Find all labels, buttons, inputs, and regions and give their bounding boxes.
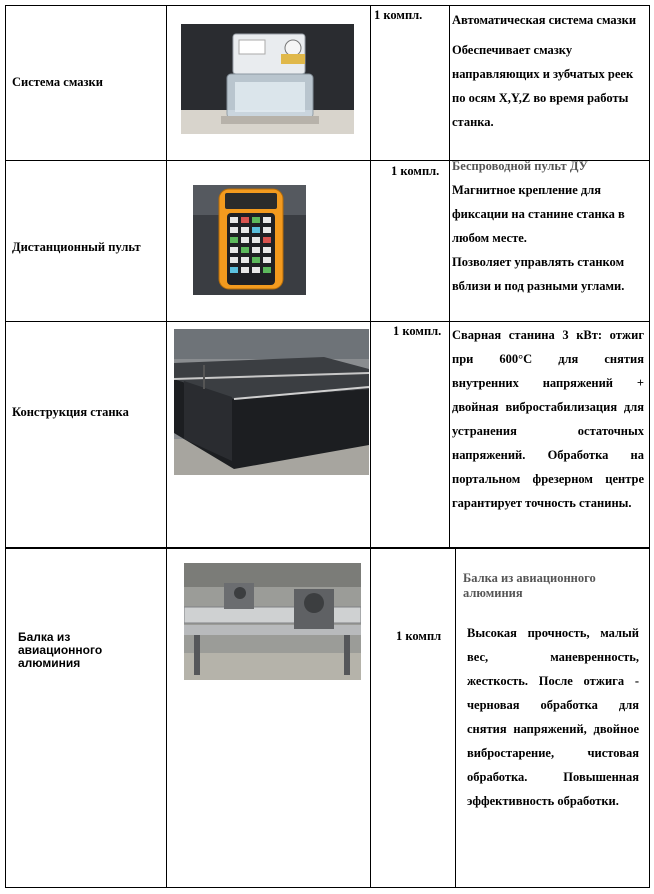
feature-text: Сварная станина 3 кВт: отжиг при 600°C для снятия внутренних напряжений + двойная вибростабилизация для устранения остаточных напряжений. Обработка на портальном фрезерном центре гарантирует точность станины. xyxy=(452,328,644,510)
col-divider xyxy=(449,5,450,548)
quantity: 1 компл. xyxy=(393,324,442,338)
table-border-top xyxy=(5,5,650,6)
table-border-bottom xyxy=(5,887,650,888)
feature-text: Высокая прочность, малый вес, маневренность, жесткость. После отжига - черновая обработка для снятия напряжений, двойное вибростарение, чистовая обработка. Повышенная эффективность обработки. xyxy=(467,626,639,808)
row-divider xyxy=(5,321,650,322)
table-border-right xyxy=(649,5,650,888)
description xyxy=(467,621,639,813)
feature-text: Обеспечивает смазку направляющих и зубчатых реек по осям X,Y,Z во время работы станка. xyxy=(452,43,634,129)
description xyxy=(452,323,644,515)
machine-bed-photo xyxy=(174,329,369,475)
col-divider xyxy=(370,549,371,888)
table-border-left xyxy=(5,5,6,888)
lubrication-pump-photo xyxy=(181,24,354,134)
quantity: 1 компл xyxy=(396,629,442,643)
aluminum-beam-photo xyxy=(184,563,361,680)
feature-title: Беспроводной пульт ДУ xyxy=(452,159,588,173)
quantity: 1 компл. xyxy=(374,8,423,22)
feature-title: Автоматическая система смазки xyxy=(452,13,637,27)
row-divider xyxy=(5,547,650,549)
description xyxy=(452,8,642,134)
remote-pendant-photo xyxy=(193,185,306,295)
col-divider xyxy=(166,549,167,888)
feature-title: Балка из авиационного алюминия xyxy=(463,571,596,600)
col-divider xyxy=(370,5,371,548)
feature-text: Позволяет управлять станком вблизи и под разными углами. xyxy=(452,255,625,293)
row-name: Конструкция станка xyxy=(12,405,129,419)
col-divider xyxy=(455,549,456,888)
row-name: Система смазки xyxy=(12,75,103,89)
feature-text: Магнитное крепление для фиксации на станине станка в любом месте. xyxy=(452,183,625,245)
description xyxy=(452,154,644,298)
quantity: 1 компл. xyxy=(391,164,440,178)
row-name: Балка из авиационного алюминия xyxy=(18,630,103,670)
row-name: Дистанционный пульт xyxy=(12,240,141,254)
col-divider xyxy=(166,5,167,548)
